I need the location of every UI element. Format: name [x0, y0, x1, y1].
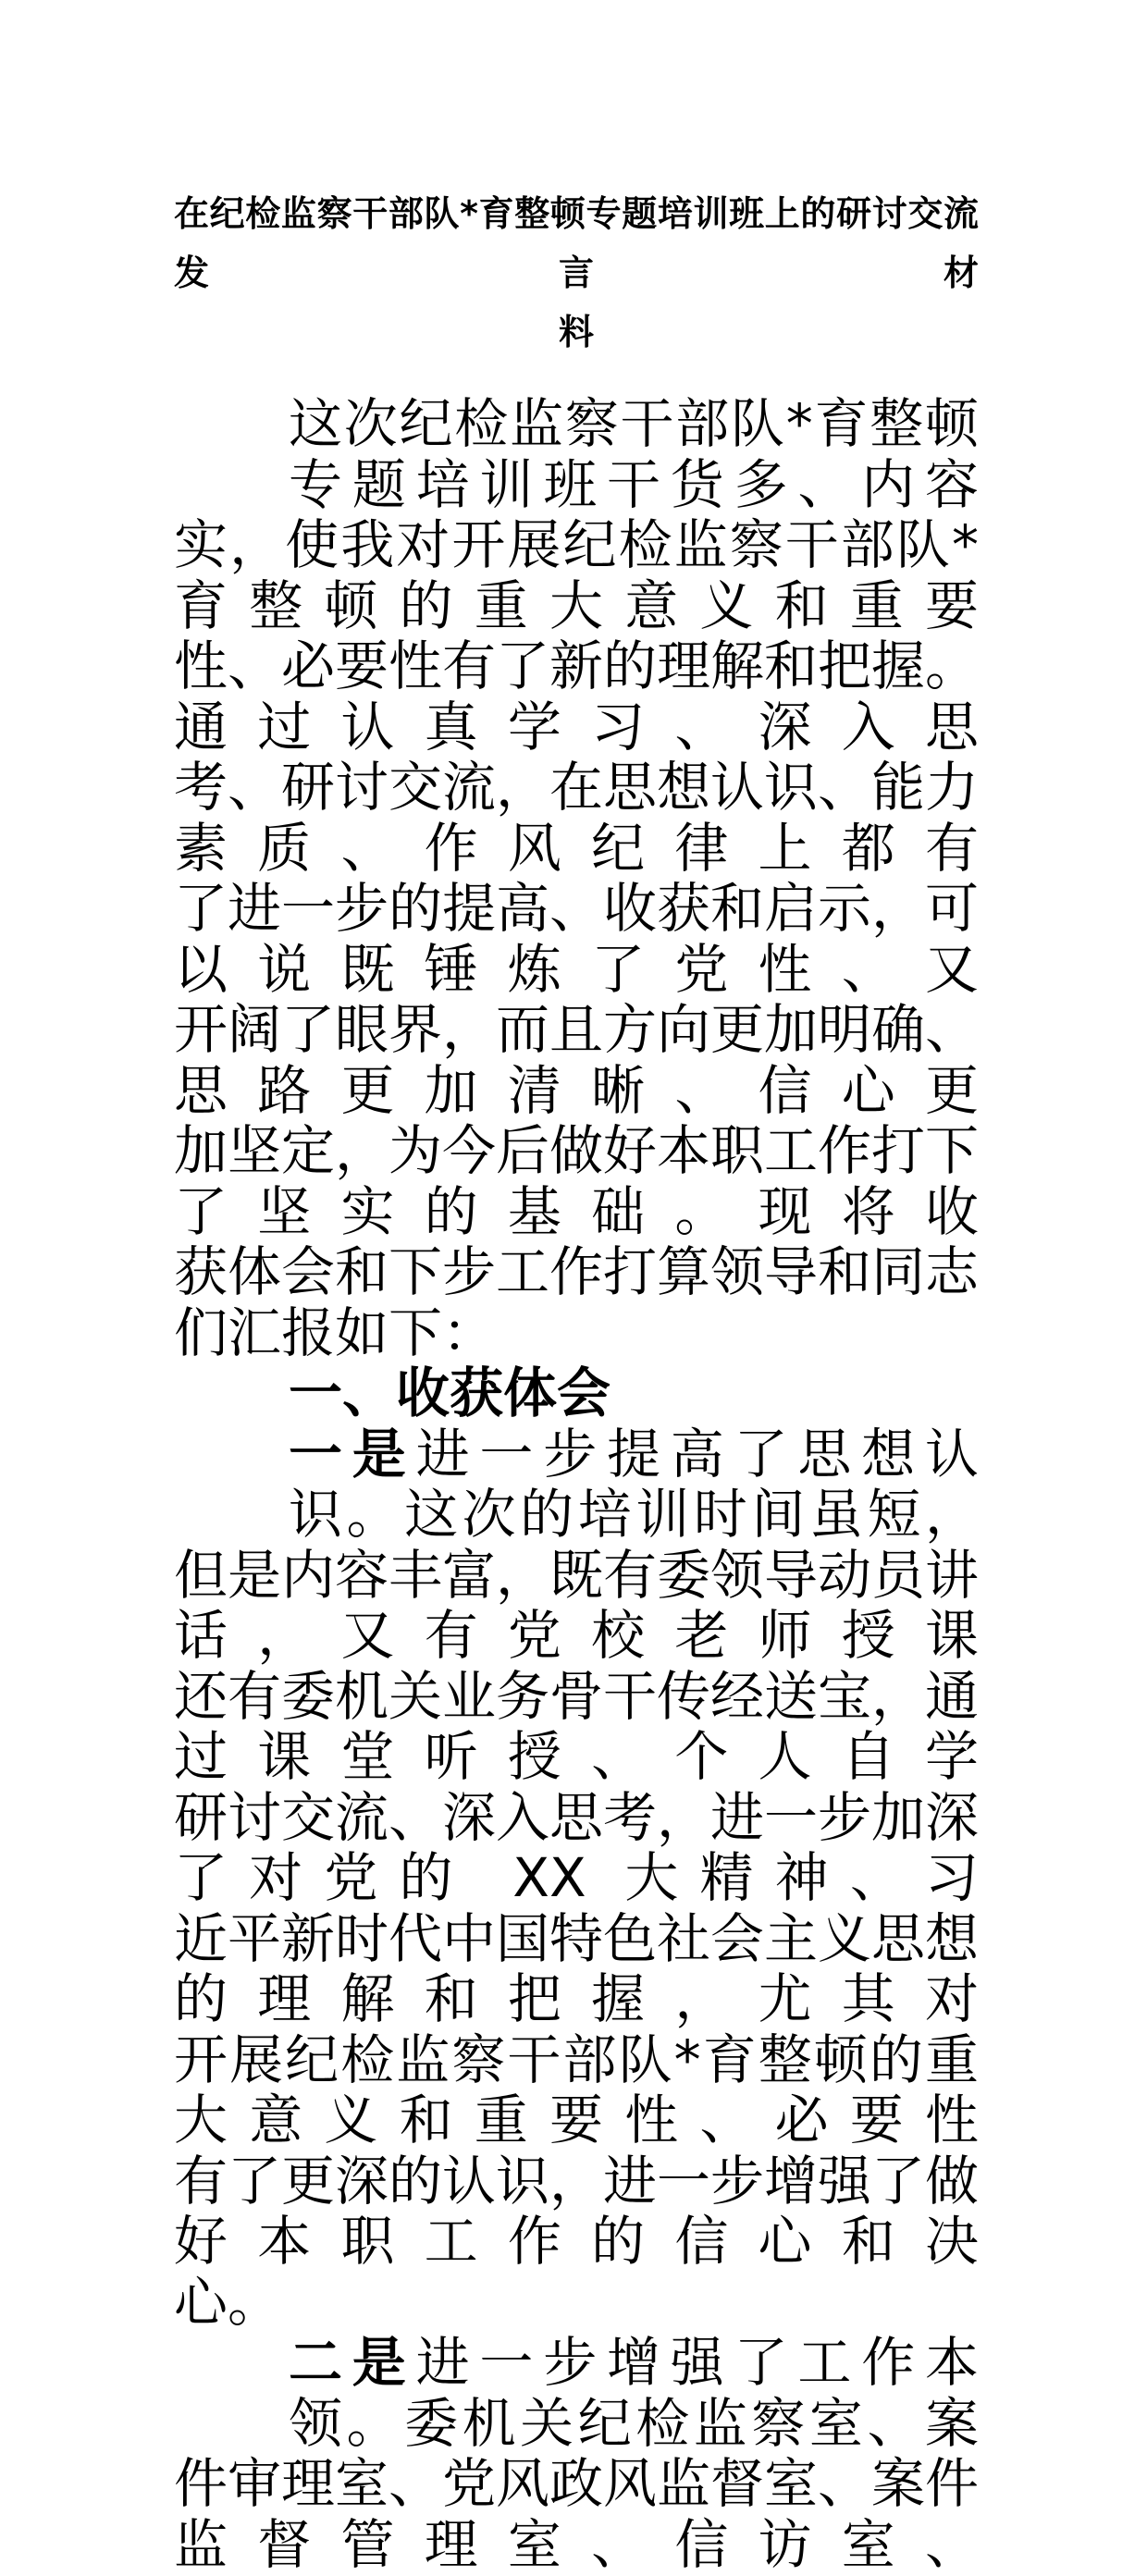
paragraph-line: 开展纪检监察干部队*育整顿的重大意义和重要性、必要性	[174, 2028, 979, 2151]
section-heading: 一、收获体会	[289, 1362, 611, 1424]
paragraph-line: 开阔了眼界，而且方向更加明确、思路更加清晰、信心更	[174, 998, 980, 1122]
point-one-paragraph	[174, 1424, 979, 2334]
document-title	[174, 184, 979, 362]
paragraph-line: 研讨交流、深入思考，进一步加深了对党的 XX 大精神、习	[174, 1785, 980, 1909]
paragraph-line	[174, 1424, 979, 1546]
document-body	[174, 394, 979, 2575]
point-text: 进一步提高了思想认识。这次的培训时间虽短，	[289, 1422, 979, 1546]
title-line: 在纪检监察干部队*育整顿专题培训班上的研讨交流发言材	[174, 193, 979, 293]
paragraph-line: 加坚定，为今后做好本职工作打下了坚实的基础。现将收	[174, 1119, 980, 1243]
paragraph-line: 实，使我对开展纪检监察干部队*育整顿的重大意义和重要	[174, 513, 979, 637]
paragraph-line: 近平新时代中国特色社会主义思想的理解和把握，尤其对	[174, 1906, 980, 2030]
title-line: 料	[558, 312, 594, 352]
paragraph-line: 这次纪检监察干部队*育整顿专题培训班干货多、内容	[289, 392, 979, 516]
paragraph-line	[174, 2333, 979, 2454]
paragraph-line: 还有委机关业务骨干传经送宝，通过课堂听授、个人自学	[174, 1664, 980, 1788]
point-lead: 二是	[289, 2331, 416, 2394]
paragraph-line: 了进一步的提高、收获和启示，可以说既锤炼了党性、又	[174, 877, 980, 1001]
point-lead: 一是	[289, 1422, 416, 1485]
paragraph-line: 心。	[174, 2270, 282, 2334]
paragraph-line: 获体会和下步工作打算领导和同志们汇报如下：	[174, 1240, 980, 1364]
paragraph-line: 考、研讨交流，在思想认识、能力素质、作风纪律上都有	[174, 756, 980, 880]
intro-paragraph	[174, 394, 979, 1363]
paragraph-line: 但是内容丰富，既有委领导动员讲话，又有党校老师授课	[174, 1543, 980, 1667]
point-text: 进一步增强了工作本领。委机关纪检监察室、案	[289, 2331, 979, 2455]
point-two-paragraph	[174, 2333, 979, 2575]
paragraph-line: 有了更深的认识，进一步增强了做好本职工作的信心和决	[174, 2149, 980, 2273]
paragraph-line: 件审理室、党风政风监督室、案件监督管理室、信访室、	[174, 2452, 980, 2576]
paragraph-line: 性、必要性有了新的理解和把握。通过认真学习、深入思	[174, 635, 980, 758]
